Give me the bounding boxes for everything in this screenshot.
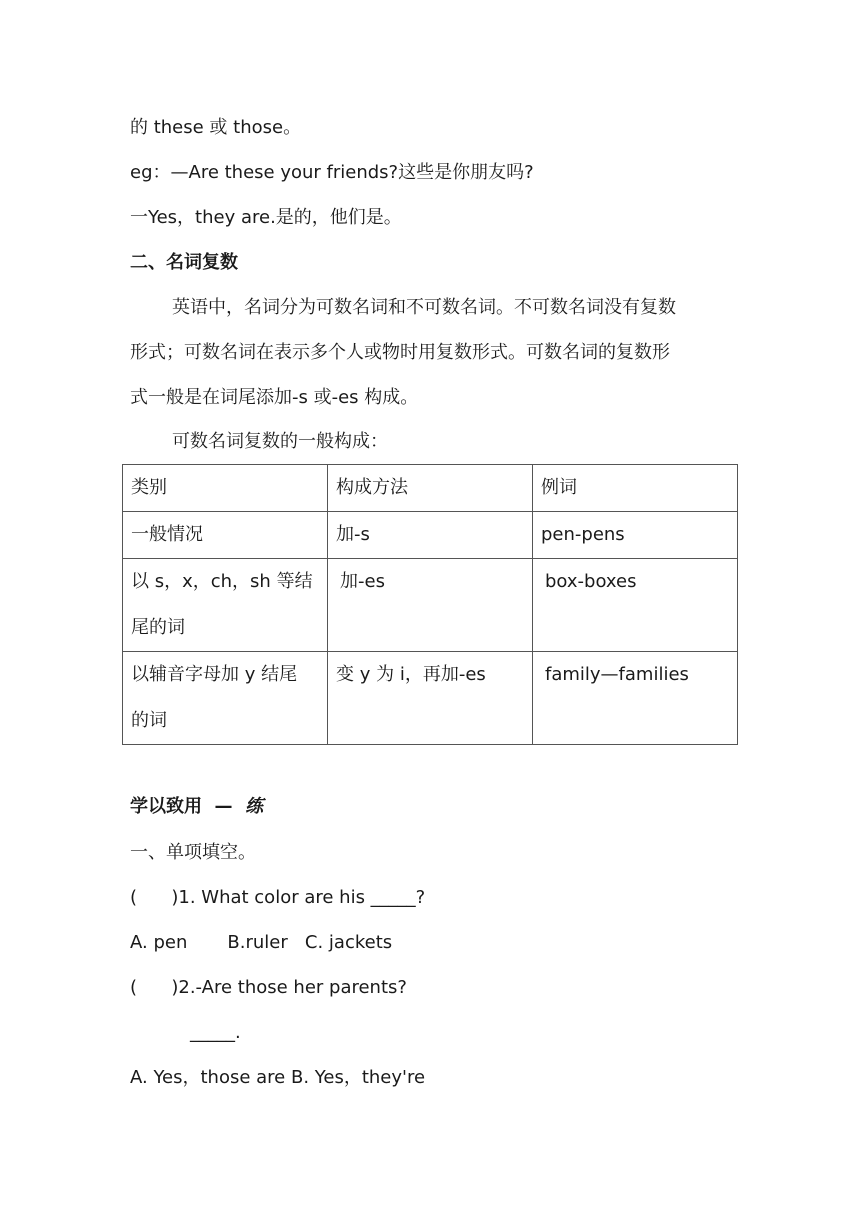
question-1: ( )1. What color are his _____? bbox=[130, 887, 426, 908]
intro-example-answer: 一Yes，they are.是的，他们是。 bbox=[130, 207, 402, 228]
question-1-options: A. pen B.ruler C. jackets bbox=[130, 932, 393, 953]
plural-rules-table bbox=[122, 464, 738, 745]
section-heading-plural-nouns: 二、名词复数 bbox=[130, 252, 238, 273]
cell-line: 以辅音字母加 y 结尾 bbox=[131, 664, 298, 685]
paragraph-line-1: 英语中，名词分为可数名词和不可数名词。不可数名词没有复数 bbox=[172, 297, 676, 318]
cell-line: 的词 bbox=[131, 710, 167, 731]
table-cell-category bbox=[123, 652, 328, 745]
practice-heading bbox=[130, 795, 263, 819]
question-2-blank: _____. bbox=[190, 1022, 241, 1043]
table-cell-category bbox=[123, 559, 328, 652]
table-cell-example: pen-pens bbox=[533, 512, 738, 559]
table-intro: 可数名词复数的一般构成： bbox=[172, 431, 388, 452]
paragraph-line-3: 式一般是在词尾添加-s 或-es 构成。 bbox=[130, 387, 419, 408]
question-2: ( )2.-Are those her parents? bbox=[130, 977, 407, 998]
table-row bbox=[123, 559, 738, 652]
table-header-method: 构成方法 bbox=[328, 465, 533, 512]
practice-heading-main: 学以致用 bbox=[130, 796, 202, 817]
question-2-options: A. Yes，those are B. Yes，they're bbox=[130, 1067, 426, 1088]
table-cell-example: family—families bbox=[533, 652, 738, 745]
table-header-category: 类别 bbox=[123, 465, 328, 512]
table-cell-method: 加-s bbox=[328, 512, 533, 559]
intro-line-1: 的 these 或 those。 bbox=[130, 117, 302, 138]
table-row bbox=[123, 512, 738, 559]
intro-example-question: eg：—Are these your friends?这些是你朋友吗? bbox=[130, 162, 534, 183]
table-row bbox=[123, 652, 738, 745]
practice-subheading: 一、单项填空。 bbox=[130, 842, 256, 863]
paragraph-line-2: 形式；可数名词在表示多个人或物时用复数形式。可数名词的复数形 bbox=[130, 342, 670, 363]
table-cell-category: 一般情况 bbox=[123, 512, 328, 559]
cell-line: 以 s，x，ch，sh 等结 bbox=[131, 571, 313, 592]
table-cell-method: 加-es bbox=[328, 559, 533, 652]
table-header-row bbox=[123, 465, 738, 512]
practice-heading-dash: — bbox=[214, 796, 233, 817]
cell-line: 尾的词 bbox=[131, 617, 185, 638]
practice-heading-italic: 练 bbox=[245, 796, 264, 817]
table-header-example: 例词 bbox=[533, 465, 738, 512]
table-cell-example: box-boxes bbox=[533, 559, 738, 652]
table-cell-method: 变 y 为 i，再加-es bbox=[328, 652, 533, 745]
